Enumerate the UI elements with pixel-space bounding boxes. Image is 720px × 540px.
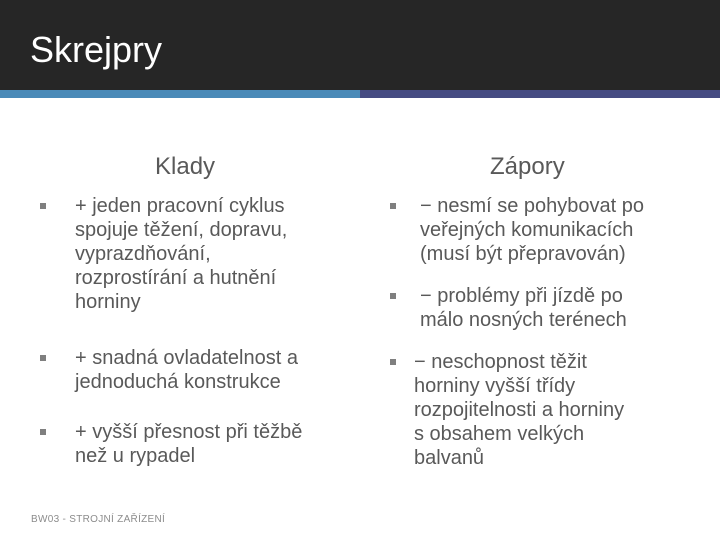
- bullet-icon: [40, 355, 46, 361]
- pros-item: + jeden pracovní cyklus spojuje těžení, dopravu, vyprazdňování, rozprostírání a hutnění horniny: [75, 195, 288, 313]
- cons-heading: Zápory: [490, 153, 565, 180]
- bullet-icon: [390, 203, 396, 209]
- bullet-icon: [40, 429, 46, 435]
- slide-title: Skrejpry: [30, 29, 163, 70]
- pros-heading: Klady: [155, 153, 216, 180]
- slide-footer: BW03 - STROJNÍ ZAŘÍZENÍ: [31, 514, 166, 525]
- pros-item: + snadná ovladatelnost a jednoduchá konstrukce: [75, 347, 298, 393]
- bullet-icon: [40, 203, 46, 209]
- cons-item: − problémy při jízdě po málo nosných terénech: [420, 285, 627, 331]
- cons-item: − neschopnost těžit horniny vyšší třídy rozpojitelnosti a horniny s obsahem velkých balvanů: [414, 351, 625, 469]
- bullet-icon: [390, 293, 396, 299]
- cons-item: − nesmí se pohybovat po veřejných komunikacích (musí být přepravován): [420, 195, 645, 265]
- accent-strip-right: [360, 90, 720, 98]
- bullet-icon: [390, 359, 396, 365]
- accent-strip-left: [0, 90, 360, 98]
- pros-item: + vyšší přesnost při těžbě než u rypadel: [75, 421, 303, 467]
